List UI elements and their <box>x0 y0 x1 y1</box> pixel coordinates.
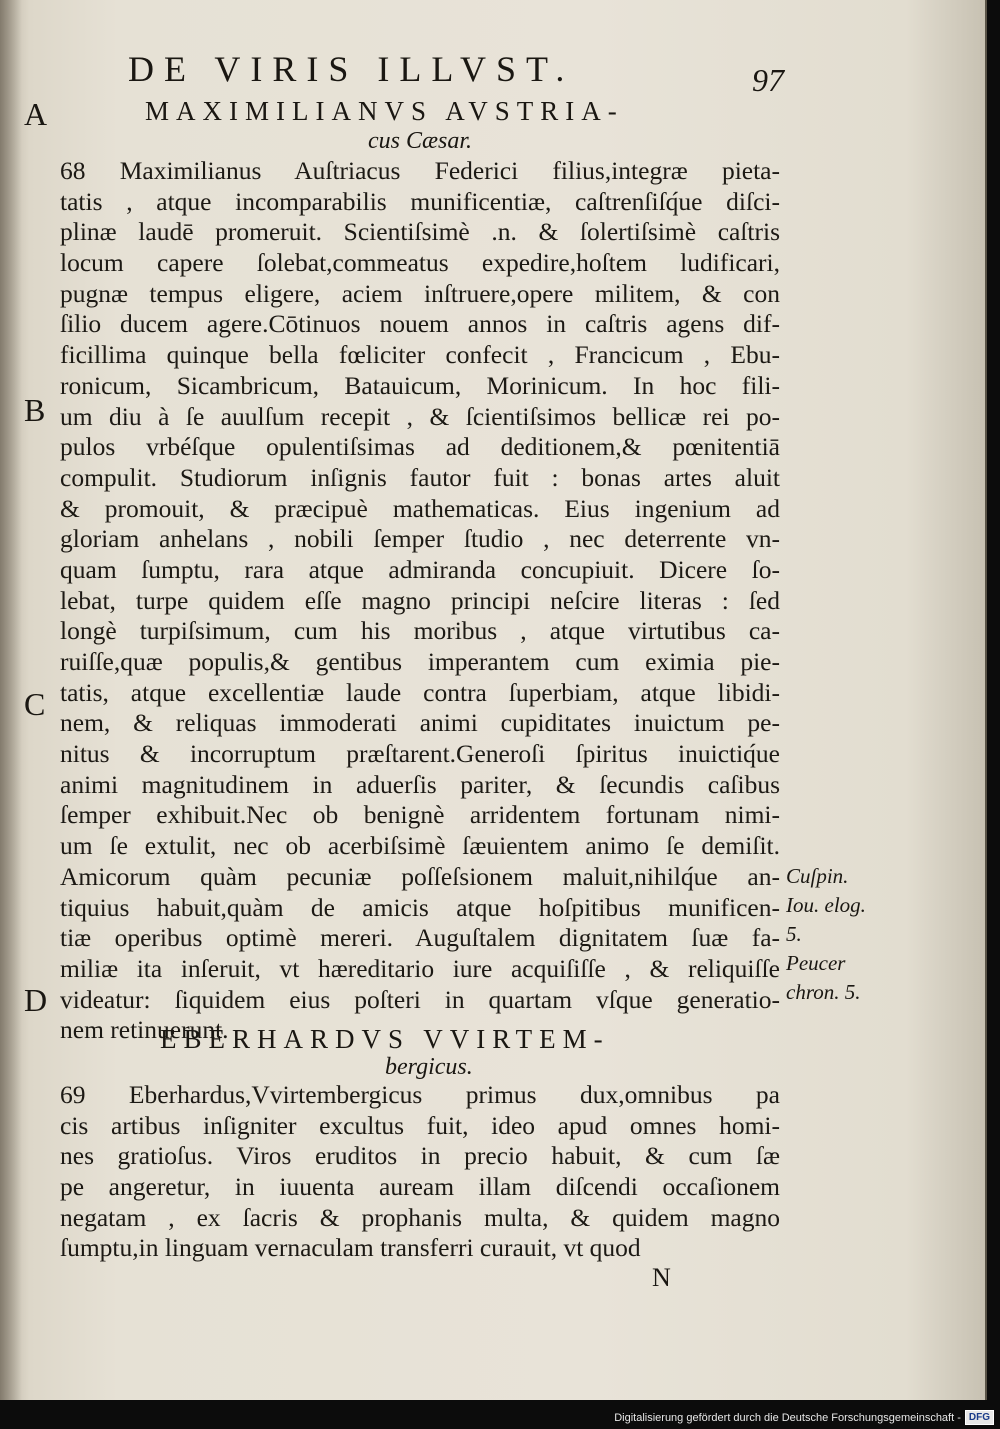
text-line: miliæ ita inſeruit, vt hæreditario iure acquiſiſſe , & reliquiſſe <box>60 953 780 983</box>
text-line: ruiſſe,quæ populis,& gentibus imperantem cum eximia pie- <box>60 647 780 676</box>
footer-text: Digitalisierung gefördert durch die Deutsche Forschungsgemeinschaft - <box>614 1411 961 1424</box>
article-text-eberhardus <box>60 1080 780 1264</box>
text-line: videatur: ſiquidem eius poſteri in quartam vſque generatio- <box>60 984 780 1014</box>
text-line: lebat, turpe quidem eſſe magno principi neſcire literas : ſed <box>60 585 780 615</box>
text-line: ſilio ducem agere.Cōtinuos nouem annos in caſtris agens dif- <box>60 309 780 339</box>
spine-shadow <box>0 0 22 1400</box>
dfg-logo-icon: DFG <box>965 1410 994 1425</box>
text-line: negatam , ex ſacris & prophanis multa, & quidem magno <box>60 1202 780 1232</box>
text-line: 69 Eberhardus,Vvirtembergicus primus dux,omnibus pa <box>60 1080 780 1109</box>
running-head: DE VIRIS ILLVST. <box>128 49 575 89</box>
text-line: ronicum, Sicambricum, Batauicum, Morinicum. In hoc fili- <box>60 370 780 400</box>
text-line: um ſe extulit, nec ob acerbiſsimè ſæuientem animo ſe demiſit. <box>60 831 780 861</box>
article-text-maximilianus <box>60 156 780 1046</box>
text-line: tiæ operibus optimè mereri. Auguſtalem dignitatem ſuæ fa- <box>60 923 780 953</box>
text-line: nem retinuerunt. <box>60 1015 229 1045</box>
text-line: cis artibus inſigniter excultus fuit, ideo apud omnes homi- <box>60 1110 780 1140</box>
article-heading-maximilianus: MAXIMILIANVS AVSTRIA- <box>145 96 624 126</box>
text-line: ficillima quinque bella fœliciter confecit , Francicum , Ebu- <box>60 340 780 370</box>
text-line: tiquius habuit,quàm de amicis atque hoſpitibus munificen- <box>60 892 780 922</box>
text-line: nitus & incorruptum præſtarent.Generoſi ſpiritus inuictiq́ue <box>60 739 780 769</box>
margin-note-line: Peucer <box>786 951 846 975</box>
text-line: tatis, atque excellentiæ laude contra ſuperbiam, atque libidi- <box>60 677 780 707</box>
margin-note-line: Cuſpin. <box>786 864 849 888</box>
text-line: longè turpiſsimum, cum his moribus , atque virtutibus ca- <box>60 616 780 646</box>
section-mark-d: D <box>24 982 48 1018</box>
article-heading-eberhardus: EBERHARDVS VVIRTEM- <box>160 1024 610 1054</box>
section-mark-a: A <box>24 96 48 132</box>
text-line: tatis , atque incomparabilis munificentiæ, caſtrenſiſq́ue diſci- <box>60 186 780 216</box>
text-line: nes gratioſus. Viros eruditos in precio habuit, & cum ſæ <box>60 1141 780 1171</box>
text-line: gloriam anhelans , nobili ſemper ſtudio , nec deterrente vn- <box>60 524 780 554</box>
text-line: pugnæ tempus eligere, aciem inſtruere,opere militem, & con <box>60 278 780 308</box>
text-line: pe angeretur, in iuuenta auream illam diſcendi occaſionem <box>60 1172 780 1202</box>
text-line: ſemper exhibuit.Nec ob benignè arridentem fortunam nimi- <box>60 800 780 830</box>
text-line: & promouit, & præcipuè mathematicas. Eius ingenium ad <box>60 493 780 523</box>
text-line: plinæ laudē promeruit. Scientiſsimè .n. & ſolertiſsimè caſtris <box>60 217 780 247</box>
text-line: pulos vrbéſque opulentiſsimas ad deditionem,& pœnitentiā <box>60 432 780 462</box>
article-subheading-eberhardus: bergicus. <box>385 1054 473 1080</box>
text-line: ſumptu,in linguam vernaculam transferri curauit, vt quod <box>60 1233 641 1263</box>
text-line: animi magnitudinem in aduerſis pariter, & ſecundis caſibus <box>60 769 780 799</box>
text-line: locum capere ſolebat,commeatus expedire,hoſtem ludificari, <box>60 248 780 278</box>
section-mark-b: B <box>24 392 46 428</box>
margin-note-references <box>786 862 886 1007</box>
section-mark-c: C <box>24 686 46 722</box>
margin-note-line: Iou. elog. <box>786 893 866 917</box>
text-line: quam ſumptu, rara atque admiranda concupiuit. Dicere ſo- <box>60 554 780 584</box>
article-subheading-maximilianus: cus Cæsar. <box>368 128 473 154</box>
margin-note-line: 5. <box>786 922 802 946</box>
catchword: N <box>652 1263 671 1292</box>
text-line: compulit. Studiorum inſignis fautor fuit : bonas artes aluit <box>60 462 780 492</box>
page-number: 97 <box>752 62 784 98</box>
margin-note-line: chron. 5. <box>786 980 861 1004</box>
text-line: Amicorum quàm pecuniæ poſſeſsionem maluit,nihilq́ue an- <box>60 861 780 891</box>
digitization-footer <box>614 1410 994 1425</box>
text-line: 68 Maximilianus Auſtriacus Federici filius,integræ pieta- <box>60 156 780 185</box>
text-line: um diu à ſe auulſum recepit , & ſcientiſsimos bellicæ rei po- <box>60 401 780 431</box>
text-line: nem, & reliquas immoderati animi cupiditates inuictum pe- <box>60 708 780 738</box>
